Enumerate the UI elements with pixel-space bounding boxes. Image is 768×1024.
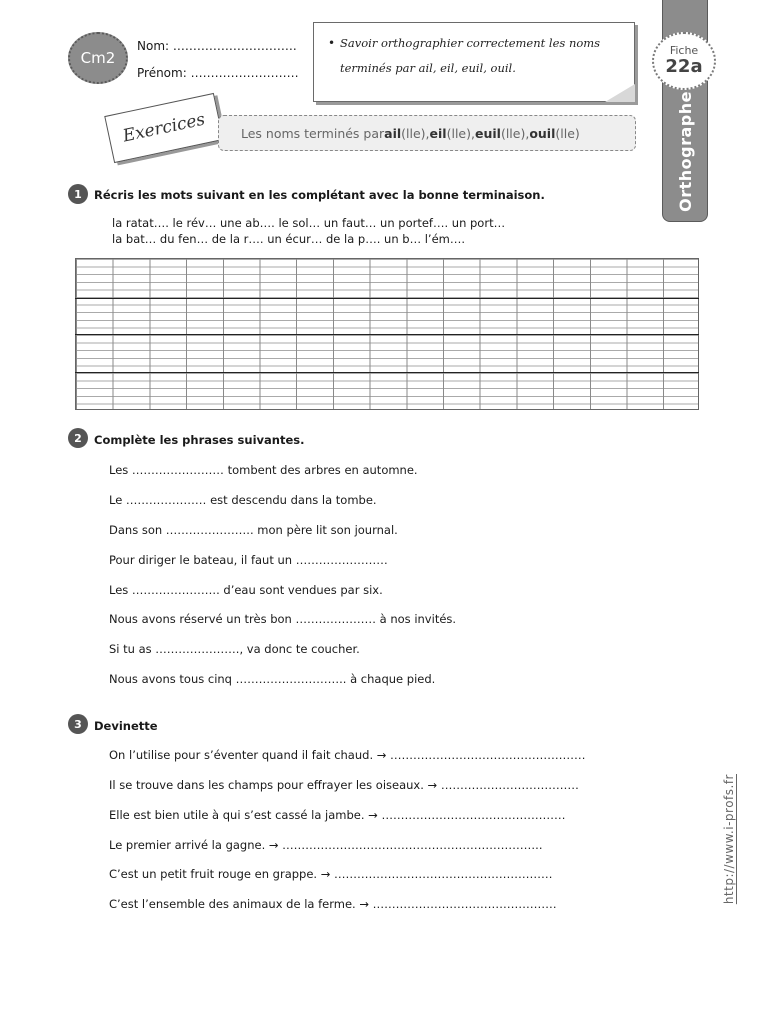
section-title: Complète les phrases suivantes. (94, 433, 305, 447)
section-number: 3 (68, 714, 88, 734)
sentence-line: Les …………………… tombent des arbres en automne. (109, 463, 418, 477)
sentence-line: Si tu as …………………., va donc te coucher. (109, 642, 360, 656)
fiche-badge (652, 32, 716, 90)
section-title: Devinette (94, 719, 158, 733)
topic-bar: Les noms terminés par ail (lle), eil (lle), euil (lle), ouil (lle) (218, 115, 636, 151)
sentence-line: Les ………………….. d’eau sont vendues par six. (109, 583, 383, 597)
sentence-line: Le ………………… est descendu dans la tombe. (109, 493, 377, 507)
section-number: 2 (68, 428, 88, 448)
exercises-tag (104, 93, 224, 163)
grid-baseline (75, 334, 699, 335)
fiche-number: 22a (665, 56, 703, 77)
firstname-field: Prénom: ……………………… (137, 66, 299, 80)
riddle-line: C’est un petit fruit rouge en grappe. → ………………………………………………… (109, 867, 553, 881)
page-curl (605, 84, 635, 102)
fiche-label: Fiche (669, 44, 699, 57)
word-list-line: la bat… du fen… de la r…. un écur… de la p…. un b… l’ém…. (112, 232, 466, 246)
site-url-link[interactable]: http://www.i-profs.fr (722, 773, 736, 905)
section-number: 1 (68, 184, 88, 204)
topic-ending: ail (384, 125, 402, 141)
sentence-line: Pour diriger le bateau, il faut un …………………… (109, 553, 388, 567)
riddle-line: On l’utilise pour s’éventer quand il fait chaud. → …………………………………………… (109, 748, 586, 762)
objective-text: Savoir orthographier correctement les noms terminés par ail, eil, euil, ouil. (340, 36, 601, 75)
riddle-line: C’est l’ensemble des animaux de la ferme. → ………………………………………… (109, 897, 557, 911)
sentence-line: Nous avons tous cinq ……………………….. à chaque pied. (109, 672, 436, 686)
topic-ending: euil (474, 125, 501, 141)
grid-baseline (75, 372, 699, 373)
sentence-line: Nous avons réservé un très bon ………………… à nos invités. (109, 612, 457, 626)
objective-note (313, 22, 635, 102)
exercises-tag-label: Exercices (121, 109, 207, 147)
section-title: Récris les mots suivant en les complétant avec la bonne terminaison. (94, 188, 545, 202)
sentence-line: Dans son ………………….. mon père lit son journal. (109, 523, 398, 537)
bullet-icon: • (328, 36, 336, 50)
topic-prefix: Les noms terminés par (241, 125, 385, 141)
riddle-line: Elle est bien utile à qui s’est cassé la jambe. → ………………………………………… (109, 808, 566, 822)
topic-ending: eil (429, 125, 447, 141)
word-list-line: la ratat…. le rév… une ab…. le sol… un faut… un portef…. un port… (112, 216, 506, 230)
name-field: Nom: …………………………. (137, 39, 297, 53)
level-label: Cm2 (80, 49, 116, 67)
riddle-line: Le premier arrivé la gagne. → ………………………………………………………….. (109, 838, 543, 852)
topic-ending: ouil (529, 125, 556, 141)
grid-baseline (75, 298, 699, 299)
subject-label: Orthographe (675, 91, 695, 212)
level-badge (68, 32, 128, 84)
riddle-line: Il se trouve dans les champs pour effrayer les oiseaux. → ……………………………… (109, 778, 579, 792)
